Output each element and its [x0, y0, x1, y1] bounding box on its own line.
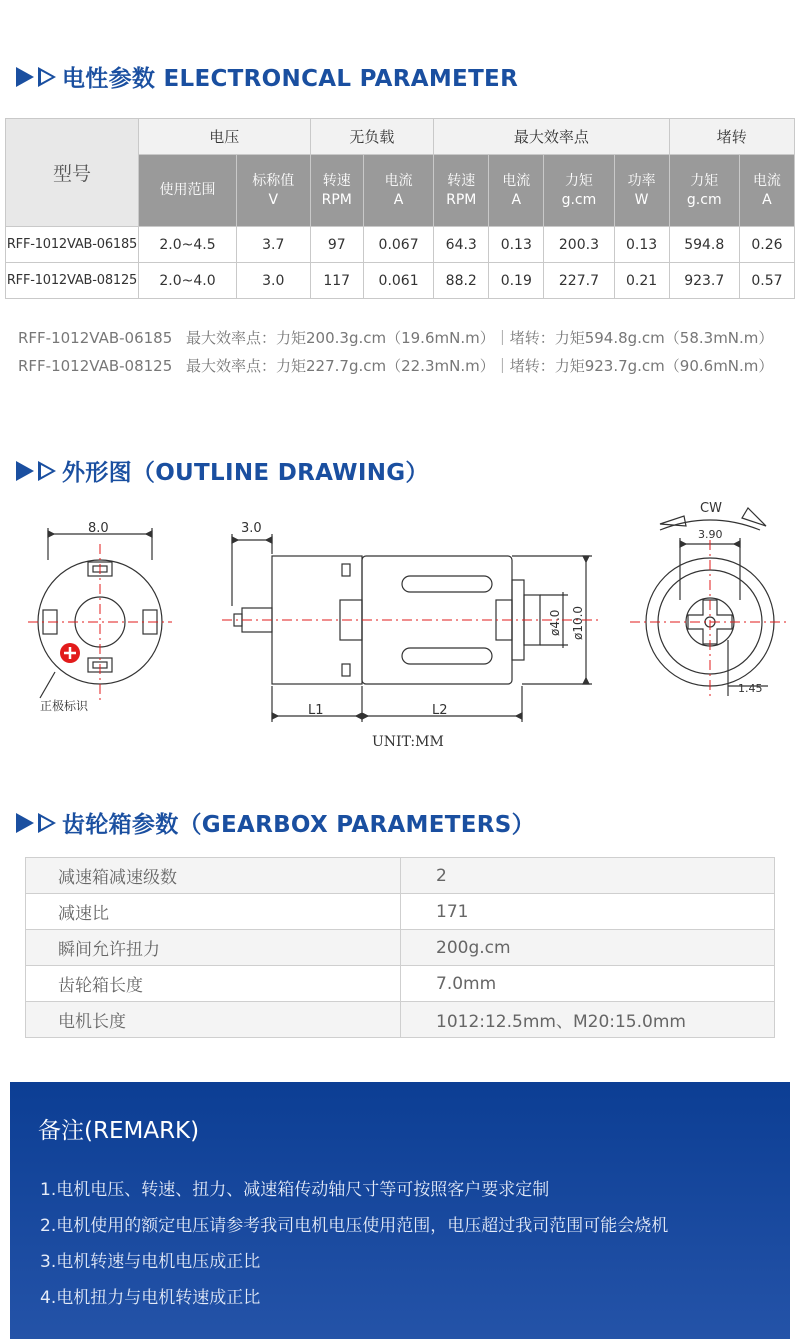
value-cell: 594.8	[669, 227, 739, 263]
sub-header: 转速 RPM	[310, 155, 363, 227]
remark-title: 备注(REMARK)	[38, 1118, 200, 1144]
model-cell: RFF-1012VAB-06185	[6, 227, 139, 263]
group-header-stall: 堵转	[669, 119, 794, 155]
table-row	[6, 227, 795, 263]
value-cell: 0.21	[614, 263, 669, 299]
value-cell: 64.3	[434, 227, 489, 263]
unit-label: UNIT:MM	[372, 734, 444, 750]
note-line: RFF-1012VAB-08125 最大效率点：力矩227.7g.cm（22.3mN.m）｜堵转：力矩923.7g.cm（90.6mN.m）	[18, 357, 774, 375]
triangle-filled-icon	[16, 813, 34, 833]
positive-polarity-icon	[60, 643, 80, 663]
sub-header: 力矩 g.cm	[544, 155, 614, 227]
value-cell: 0.19	[489, 263, 544, 299]
value-cell: 0.26	[739, 227, 794, 263]
table-row: 瞬间允许扭力 200g.cm	[26, 930, 775, 966]
triangle-outline-icon	[38, 813, 56, 833]
value-cell: 0.13	[614, 227, 669, 263]
value-cell: 2.0~4.0	[139, 263, 237, 299]
sub-header: 功率 W	[614, 155, 669, 227]
dim-d4: ø4.0	[548, 609, 562, 636]
model-cell: RFF-1012VAB-08125	[6, 263, 139, 299]
section-title-outline: 外形图（OUTLINE DRAWING）	[16, 454, 429, 487]
table-row: 减速箱减速级数 2	[26, 858, 775, 894]
table-row: 齿轮箱长度 7.0mm	[26, 966, 775, 1002]
value-cell: 2.0~4.5	[139, 227, 237, 263]
dim-3: 3.0	[241, 521, 262, 536]
dim-l2: L2	[432, 703, 448, 718]
gearbox-parameter-table	[25, 857, 775, 1038]
table-row	[6, 263, 795, 299]
sub-header: 力矩 g.cm	[669, 155, 739, 227]
sub-header: 标称值 V	[236, 155, 310, 227]
triangle-filled-icon	[16, 67, 34, 87]
sub-header: 使用范围	[139, 155, 237, 227]
value-cell: 97	[310, 227, 363, 263]
dim-d10: ø10.0	[571, 605, 585, 640]
triangle-outline-icon	[38, 67, 56, 87]
value-cell: 227.7	[544, 263, 614, 299]
cw-label: CW	[700, 501, 722, 516]
dim-145: 1.45	[738, 682, 763, 695]
model-notes	[18, 324, 773, 380]
note-line: RFF-1012VAB-06185 最大效率点：力矩200.3g.cm（19.6mN.m）｜堵转：力矩594.8g.cm（58.3mN.m）	[18, 329, 774, 347]
triangle-filled-icon	[16, 461, 34, 481]
list-item: 4.电机扭力与电机转速成正比	[40, 1288, 261, 1308]
table-row: 减速比 171	[26, 894, 775, 930]
list-item: 2.电机使用的额定电压请参考我司电机电压使用范围，电压超过我司范围可能会烧机	[40, 1216, 669, 1236]
model-header: 型号	[6, 119, 139, 227]
list-item: 3.电机转速与电机电压成正比	[40, 1252, 261, 1272]
outline-drawing	[0, 500, 800, 760]
dim-8: 8.0	[88, 521, 109, 536]
list-item: 1.电机电压、转速、扭力、减速箱传动轴尺寸等可按照客户要求定制	[40, 1180, 550, 1200]
electrical-parameter-table	[5, 118, 795, 299]
group-header-voltage: 电压	[139, 119, 311, 155]
value-cell: 3.0	[236, 263, 310, 299]
group-header-max-efficiency: 最大效率点	[434, 119, 669, 155]
value-cell: 3.7	[236, 227, 310, 263]
remark-list	[40, 1172, 668, 1316]
dim-390: 3.90	[698, 528, 723, 541]
value-cell: 0.067	[363, 227, 433, 263]
group-header-no-load: 无负载	[310, 119, 434, 155]
value-cell: 923.7	[669, 263, 739, 299]
remark-panel	[10, 1082, 790, 1339]
sub-header: 电流 A	[363, 155, 433, 227]
value-cell: 0.13	[489, 227, 544, 263]
value-cell: 200.3	[544, 227, 614, 263]
sub-header: 电流 A	[489, 155, 544, 227]
value-cell: 0.57	[739, 263, 794, 299]
value-cell: 117	[310, 263, 363, 299]
sub-header: 电流 A	[739, 155, 794, 227]
value-cell: 88.2	[434, 263, 489, 299]
section-title-gearbox: 齿轮箱参数（GEARBOX PARAMETERS）	[16, 806, 535, 839]
value-cell: 0.061	[363, 263, 433, 299]
polarity-label: 正极标识	[40, 699, 89, 713]
sub-header: 转速 RPM	[434, 155, 489, 227]
dim-l1: L1	[308, 703, 324, 718]
triangle-outline-icon	[38, 461, 56, 481]
section-title-electrical: 电性参数 ELECTRONCAL PARAMETER	[16, 60, 518, 93]
table-row: 电机长度 1012:12.5mm、M20:15.0mm	[26, 1002, 775, 1038]
